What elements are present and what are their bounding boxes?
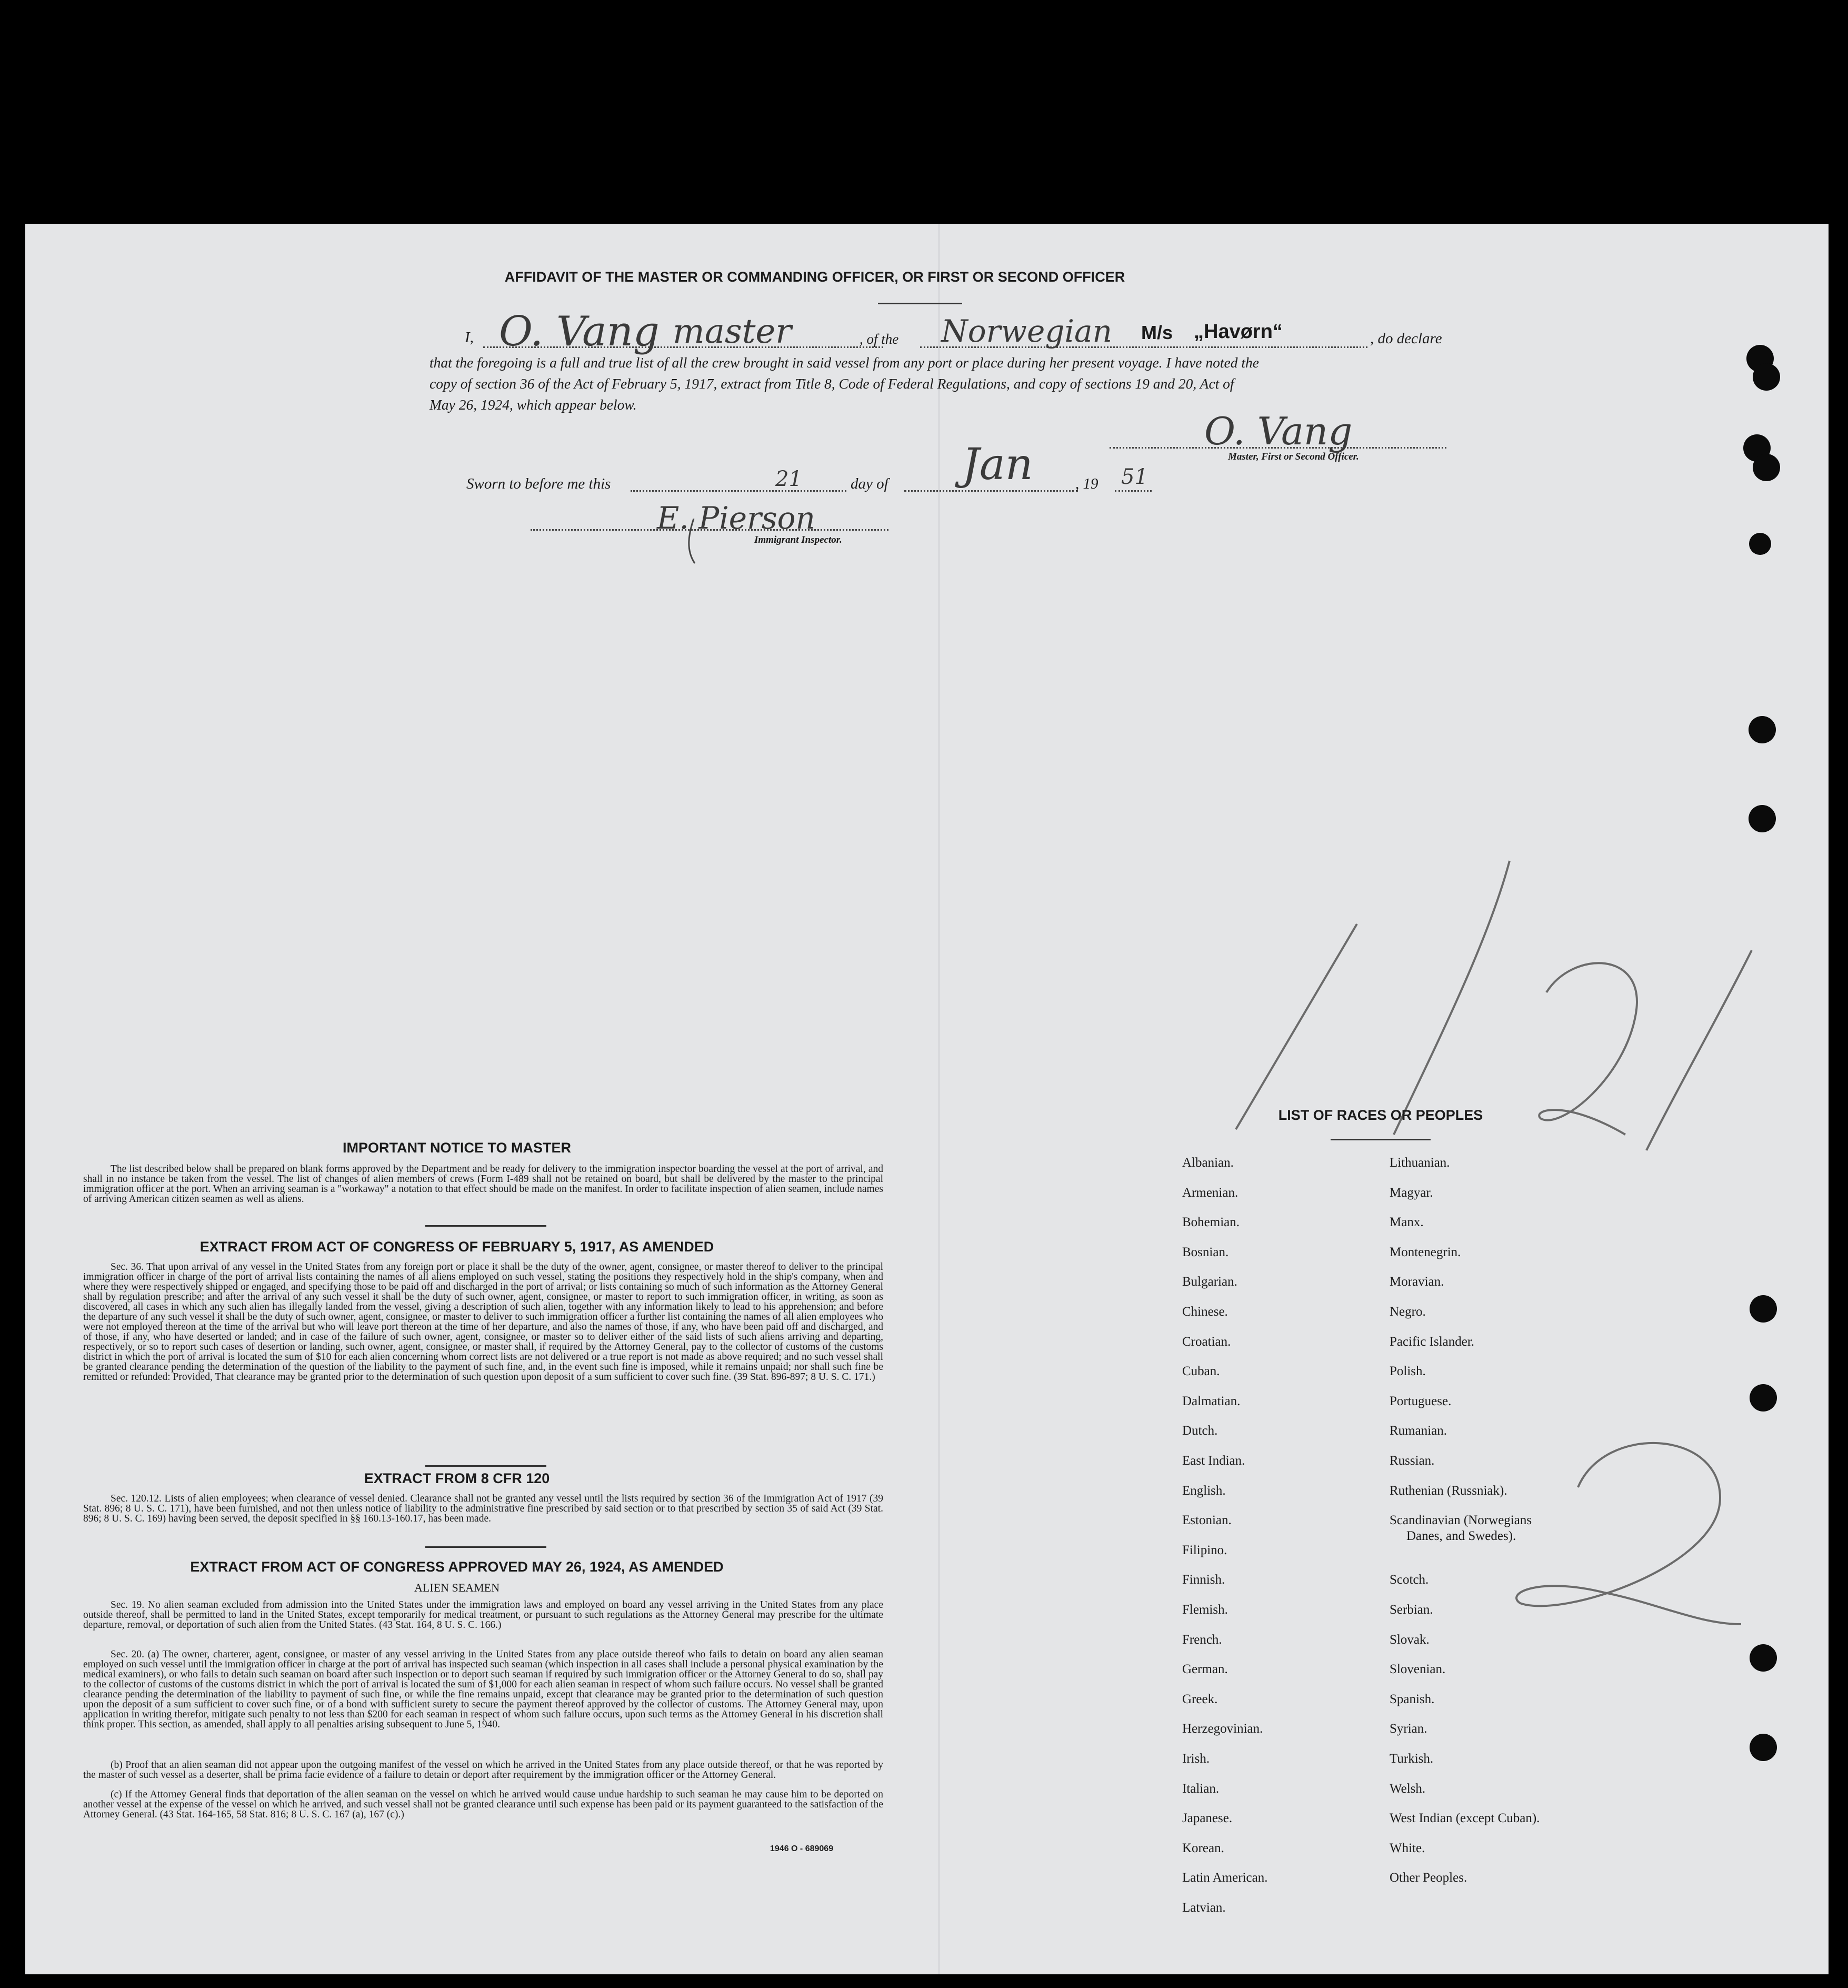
race-item: Finnish. [1182, 1573, 1225, 1587]
punch-hole [1749, 533, 1771, 555]
race-item: White. [1390, 1841, 1425, 1855]
race-item: Estonian. [1182, 1513, 1232, 1527]
race-item: Japanese. [1182, 1811, 1233, 1825]
punch-hole [1750, 1644, 1777, 1672]
race-item: Negro. [1390, 1305, 1426, 1319]
race-item: Latvian. [1182, 1901, 1226, 1915]
race-item: Manx. [1390, 1215, 1424, 1229]
race-item: Armenian. [1182, 1186, 1238, 1200]
sworn-month-handwritten: Jan [962, 440, 1033, 490]
print-code: 1946 O - 689069 [770, 1844, 834, 1853]
race-item: Cuban. [1182, 1364, 1220, 1378]
race-item: Croatian. [1182, 1335, 1231, 1349]
race-item: Welsh. [1390, 1782, 1426, 1796]
sec20c-text: (c) If the Attorney General finds that deportation of the alien seaman on the vessel on which he arrived would cause undue hardship to such seaman he may cause him to be deported on another vessel at the expense of the vessel on which he arrived, and such vessel shall not be granted clearance until such expense has been paid or its payment guaranteed to the satisfaction of the Attorney General. (43 Stat. 164-165, 58 Stat. 816; 8 U. S. C. 167 (a), 167 (c).) [83, 1789, 883, 1820]
extract2-rule [425, 1546, 546, 1548]
race-item: Chinese. [1182, 1305, 1228, 1319]
sec19-text: Sec. 19. No alien seaman excluded from admission into the United States under the immigration laws and employed on board any vessel arriving in the United States from any place outside thereof, shall be permitted to land in the United States, except temporarily for medical treatment, or pursuant to such regulations as the Attorney General may prescribe for the ultimate departure, removal, or deportation of such alien from the United States. (43 Stat. 164, 8 U. S. C. 166.) [83, 1599, 883, 1631]
year-line [1115, 490, 1152, 492]
vessel-prefix: M/s [1141, 322, 1173, 343]
race-item: Slovenian. [1390, 1662, 1446, 1676]
heading-rule [878, 303, 962, 304]
race-item: Herzegovinian. [1182, 1722, 1263, 1736]
punch-hole [1753, 454, 1780, 481]
vessel-name: „Havørn“ [1194, 321, 1283, 343]
affidavit-heading: AFFIDAVIT OF THE MASTER OR COMMANDING OFFICER, OR FIRST OR SECOND OFFICER [504, 269, 1125, 285]
race-item: Lithuanian. [1390, 1156, 1450, 1170]
extract2-title: EXTRACT FROM 8 CFR 120 [364, 1470, 550, 1486]
affidavit-body-line3: May 26, 1924, which appear below. [429, 396, 637, 413]
inspector-signature: E. Pierson [657, 500, 815, 536]
race-item: German. [1182, 1662, 1228, 1676]
day-line [631, 490, 846, 492]
race-item: Russian. [1390, 1454, 1435, 1468]
punch-hole [1750, 1734, 1777, 1761]
race-item: English. [1182, 1484, 1226, 1498]
rank-handwritten: master [673, 312, 792, 351]
month-line [904, 490, 1078, 492]
race-item: Slovak. [1390, 1633, 1430, 1647]
race-item: Filipino. [1182, 1543, 1227, 1557]
race-item: Bosnian. [1182, 1245, 1229, 1259]
race-item: Dutch. [1182, 1424, 1218, 1438]
race-item: Syrian. [1390, 1722, 1427, 1736]
race-item: Dalmatian. [1182, 1394, 1241, 1408]
affidavit-body-line2: copy of section 36 of the Act of February 5, 1917, extract from Title 8, Code of Federal Regulations, and copy of sections 19 and 20, Act of [429, 375, 1234, 392]
day-of-label: day of [851, 475, 888, 492]
extract1-rule [425, 1465, 546, 1467]
race-item: Danes, and Swedes). [1406, 1529, 1516, 1543]
do-declare-label: , do declare [1370, 330, 1442, 347]
date-mark: 1/21 [1194, 613, 1195, 614]
races-title: LIST OF RACES OR PEOPLES [1278, 1107, 1483, 1123]
extract3-subtitle: ALIEN SEAMEN [414, 1581, 500, 1594]
race-item: Magyar. [1390, 1186, 1433, 1200]
races-left-column [1182, 1156, 1382, 1945]
fold-line [938, 224, 940, 1974]
race-item: Scotch. [1390, 1573, 1429, 1587]
punch-hole [1750, 1295, 1777, 1323]
of-the-label: , of the [860, 331, 899, 347]
race-item: Turkish. [1390, 1752, 1434, 1766]
race-item: Flemish. [1182, 1603, 1228, 1617]
race-item: Pacific Islander. [1390, 1335, 1475, 1349]
affidavit-body-line1: that the foregoing is a full and true list of all the crew brought in said vessel from any port or place during her present voyage. I have noted the [429, 354, 1259, 371]
race-item: Other Peoples. [1390, 1871, 1467, 1885]
year-prefix: , 19 [1075, 475, 1098, 492]
race-item: Serbian. [1390, 1603, 1433, 1617]
pencil-date-annotation [1194, 613, 1773, 1171]
inspector-caption: Immigrant Inspector. [754, 534, 842, 545]
race-item: Portuguese. [1390, 1394, 1452, 1408]
race-item: Polish. [1390, 1364, 1426, 1378]
sec20a-text: Sec. 20. (a) The owner, charterer, agent, consignee, or master of any vessel arriving in the United States from any place outside thereof who fails to detain on board any alien seaman employed on such vessel until the immigration officer in charge at the port of arrival has inspected such seaman (which inspection in all cases shall include a personal physical examination by the medical examiners), or who fails to detain such seaman on board after such inspection or to deport such seaman if required by such immigration officer or the Attorney General to do so, shall pay to the collector of customs of the customs district in which the port of arrival is located the sum of $1,000 for each alien seaman in respect of whom such failure occurs. No vessel shall be granted clearance pending the determination of the liability to payment of such fine, or while the fine remains unpaid, except that clearance may be granted prior to the determination of such question upon the deposit of a sum sufficient to cover such fine, or of a bond with sufficient surety to secure the payment thereof approved by the collector of customs. The Attorney General may, upon application in writing therefor, mitigate such penalty to not less than $200 for each seaman in respect of whom such failure occurs, upon such terms as the Attorney General in his discretion shall think proper. This section, as amended, shall apply to all penalties arising subsequent to June 5, 1940. [83, 1649, 883, 1730]
extract1-title: EXTRACT FROM ACT OF CONGRESS OF FEBRUARY 5, 1917, AS AMENDED [199, 1239, 714, 1255]
year-suffix-handwritten: 51 [1121, 465, 1148, 489]
master-name-handwritten: O. Vang [499, 308, 660, 355]
race-item: Rumanian. [1390, 1424, 1447, 1438]
sworn-label: Sworn to before me this [466, 475, 611, 492]
race-item: East Indian. [1182, 1454, 1245, 1468]
race-item: Scandinavian (Norwegians [1390, 1513, 1532, 1527]
race-item: Montenegrin. [1390, 1245, 1461, 1259]
race-item: Latin American. [1182, 1871, 1268, 1885]
races-rule [1331, 1139, 1431, 1140]
master-signature: O. Vang [1204, 409, 1353, 453]
punch-hole [1753, 363, 1780, 391]
master-caption: Master, First or Second Officer. [1228, 451, 1359, 462]
race-item: Albanian. [1182, 1156, 1234, 1170]
race-item: Greek. [1182, 1692, 1218, 1706]
sworn-day-handwritten: 21 [775, 467, 802, 491]
race-item: Irish. [1182, 1752, 1210, 1766]
race-item: Bohemian. [1182, 1215, 1240, 1229]
notice-rule [425, 1225, 546, 1227]
i-label: I, [465, 329, 474, 346]
sec20b-text: (b) Proof that an alien seaman did not appear upon the outgoing manifest of the vessel on which he arrived in the United States from any place outside thereof, or that he was reported by the master of such vessel as a deserter, shall be prima facie evidence of a failure to detain or deport after requirement by the immigration officer or the Attorney General. [83, 1760, 883, 1781]
race-item: Italian. [1182, 1782, 1220, 1796]
punch-hole [1749, 805, 1776, 832]
signature-flourish [673, 519, 715, 566]
race-item: West Indian (except Cuban). [1390, 1811, 1540, 1825]
races-right-column [1390, 1156, 1674, 1945]
nationality-handwritten: Norwegian [941, 313, 1112, 349]
document-page [25, 224, 1829, 1974]
punch-hole [1750, 1384, 1777, 1412]
race-item: Moravian. [1390, 1275, 1444, 1289]
race-item: French. [1182, 1633, 1222, 1647]
race-item: Korean. [1182, 1841, 1224, 1855]
race-item: Ruthenian (Russniak). [1390, 1484, 1507, 1498]
punch-hole [1749, 716, 1776, 743]
notice-text: The list described below shall be prepared on blank forms approved by the Department and be ready for delivery to the immigration inspector boarding the vessel at the port of arrival, and shall in no instance be taken from the vessel. The list of changes of alien members of crews (Form I-489 shall not be retained on board, but shall be delivered by the master to the principal immigration officer at the port. When an arriving seaman is a "workaway" a notation to that effect should be made on the manifest. In order to facilitate inspection of alien seamen, include names of arriving American citizen seamen as well as aliens. [83, 1164, 883, 1205]
notice-title: IMPORTANT NOTICE TO MASTER [343, 1140, 571, 1156]
race-item: Spanish. [1390, 1692, 1435, 1706]
race-item: Bulgarian. [1182, 1275, 1237, 1289]
extract3-title: EXTRACT FROM ACT OF CONGRESS APPROVED MAY 26, 1924, AS AMENDED [190, 1559, 724, 1575]
extract2-text: Sec. 120.12. Lists of alien employees; when clearance of vessel denied. Clearance shall not be granted any vessel until the lists required by section 36 of the Immigration Act of 1917 (39 Stat. 896; 8 U. S. C. 171), have been furnished, and not then unless notice of liability to the administrative fine prescribed by said section or to that prescribed by section 35 of said Act (39 Stat. 896; 8 U. S. C. 169) having been served, the deposit specified in §§ 160.13-160.17, has been made. [83, 1493, 883, 1524]
extract1-text: Sec. 36. That upon arrival of any vessel in the United States from any foreign port or place it shall be the duty of the owner, agent, consignee, or master thereof to deliver to the principal immigration officer in charge of the port of arrival lists containing the names of all aliens employed on such vessel, stating the positions they respectively hold in the ship's company, when and where they were respectively shipped or engaged, and specifying those to be paid off and discharged in the port of arrival; or lists containing so much of such information as the Attorney General shall by regulation prescribe; and after the arrival of any such vessel it shall be the duty of such owner, agent, consignee, or master to report to such immigration officer, in writing, as soon as discovered, all cases in which any such alien has illegally landed from the vessel, giving a description of such alien, together with any information likely to lead to his apprehension; and before the departure of any such vessel it shall be the duty of such owner, agent, consignee, or master to deliver to such immigration officer a further list containing the names of all alien employees who were not employed thereon at the time of the arrival but who will leave port thereon at the time of her departure, and also the names of those, if any, who have been paid off and discharged, and of those, if any, who have deserted or landed; and in case of the failure of such owner, agent, consignee, or master so to deliver either of the said lists of such aliens arriving and departing, respectively, or so to report such cases of desertion or landing, such owner, agent, consignee, or master shall, if required by the Attorney General, pay to the collector of customs of the customs district in which the port of arrival is located the sum of $10 for each alien concerning whom correct lists are not delivered or a true report is not made as above required; and no such vessel shall be granted clearance pending the determination of the question of the liability to the payment of such fine, and, in the event such fine is imposed, while it remains unpaid; nor shall such fine be remitted or refunded: Provided, That clearance may be granted prior to the determination of such question upon deposit of a sum sufficient to cover such fine. (39 Stat. 896-897; 8 U. S. C. 171.) [83, 1261, 883, 1383]
